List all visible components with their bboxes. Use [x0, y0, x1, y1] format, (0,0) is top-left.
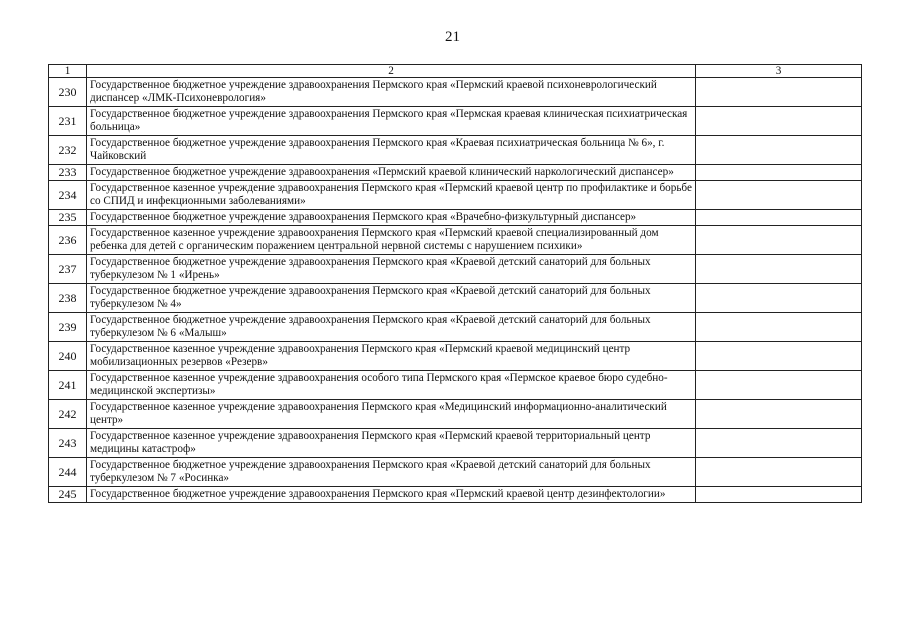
row-col3: [696, 181, 862, 210]
table-row: [49, 226, 862, 255]
table-header-row: [49, 65, 862, 78]
row-number: 236: [49, 226, 87, 255]
table-row: [49, 181, 862, 210]
row-number: 233: [49, 165, 87, 181]
institution-name: Государственное бюджетное учреждение здравоохранения Пермского края «Краевая психиатрическая больница № 6», г. Чайковский: [87, 136, 696, 165]
row-number: 240: [49, 342, 87, 371]
institution-name: Государственное бюджетное учреждение здравоохранения Пермского края «Пермский краевой психоневрологический диспансер «ЛМК-Психоневрология»: [87, 78, 696, 107]
row-number: 232: [49, 136, 87, 165]
row-col3: [696, 487, 862, 503]
row-number: 245: [49, 487, 87, 503]
table-row: [49, 78, 862, 107]
row-col3: [696, 458, 862, 487]
header-col-3: 3: [696, 65, 862, 78]
table-row: [49, 284, 862, 313]
row-col3: [696, 255, 862, 284]
row-number: 242: [49, 400, 87, 429]
institution-name: Государственное бюджетное учреждение здравоохранения Пермского края «Краевой детский санаторий для больных туберкулезом № 6 «Малыш»: [87, 313, 696, 342]
row-number: 243: [49, 429, 87, 458]
row-col3: [696, 284, 862, 313]
institution-name: Государственное бюджетное учреждение здравоохранения Пермского края «Краевой детский санаторий для больных туберкулезом № 7 «Росинка»: [87, 458, 696, 487]
institution-name: Государственное казенное учреждение здравоохранения Пермского края «Пермский краевой центр по профилактике и борьбе со СПИД и инфекционными заболеваниями»: [87, 181, 696, 210]
table-row: [49, 136, 862, 165]
institution-name: Государственное бюджетное учреждение здравоохранения Пермского края «Краевой детский санаторий для больных туберкулезом № 4»: [87, 284, 696, 313]
table-row: [49, 487, 862, 503]
row-number: 237: [49, 255, 87, 284]
row-col3: [696, 342, 862, 371]
institution-name: Государственное казенное учреждение здравоохранения Пермского края «Медицинский информационно-аналитический центр»: [87, 400, 696, 429]
institution-name: Государственное бюджетное учреждение здравоохранения Пермского края «Пермский краевой центр дезинфектологии»: [87, 487, 696, 503]
header-col-2: 2: [87, 65, 696, 78]
row-number: 234: [49, 181, 87, 210]
table-row: [49, 255, 862, 284]
row-number: 230: [49, 78, 87, 107]
row-col3: [696, 400, 862, 429]
row-col3: [696, 313, 862, 342]
institution-name: Государственное казенное учреждение здравоохранения Пермского края «Пермский краевой медицинский центр мобилизационных резервов «Резерв»: [87, 342, 696, 371]
row-number: 241: [49, 371, 87, 400]
row-number: 238: [49, 284, 87, 313]
table-row: [49, 458, 862, 487]
institution-name: Государственное казенное учреждение здравоохранения особого типа Пермского края «Пермское краевое бюро судебно-медицинской экспертизы»: [87, 371, 696, 400]
row-col3: [696, 226, 862, 255]
row-col3: [696, 210, 862, 226]
row-col3: [696, 107, 862, 136]
row-number: 244: [49, 458, 87, 487]
institutions-table: [48, 64, 862, 503]
row-col3: [696, 371, 862, 400]
row-number: 239: [49, 313, 87, 342]
table-row: [49, 429, 862, 458]
row-col3: [696, 429, 862, 458]
table-row: [49, 107, 862, 136]
header-col-1: 1: [49, 65, 87, 78]
institution-name: Государственное бюджетное учреждение здравоохранения Пермского края «Краевой детский санаторий для больных туберкулезом № 1 «Ирень»: [87, 255, 696, 284]
institution-name: Государственное бюджетное учреждение здравоохранения Пермского края «Врачебно-физкультурный диспансер»: [87, 210, 696, 226]
institution-name: Государственное казенное учреждение здравоохранения Пермского края «Пермский краевой специализированный дом ребенка для детей с органическим поражением центральной нервной системы с нарушением психики»: [87, 226, 696, 255]
page-number: 21: [445, 29, 460, 45]
row-col3: [696, 78, 862, 107]
table-row: [49, 342, 862, 371]
table-row: [49, 400, 862, 429]
institution-name: Государственное бюджетное учреждение здравоохранения «Пермский краевой клинический наркологический диспансер»: [87, 165, 696, 181]
table-row: [49, 371, 862, 400]
table-row: [49, 165, 862, 181]
table-body: [49, 78, 862, 503]
institution-name: Государственное казенное учреждение здравоохранения Пермского края «Пермский краевой территориальный центр медицины катастроф»: [87, 429, 696, 458]
row-col3: [696, 165, 862, 181]
row-number: 235: [49, 210, 87, 226]
institution-name: Государственное бюджетное учреждение здравоохранения Пермского края «Пермская краевая клиническая психиатрическая больница»: [87, 107, 696, 136]
row-col3: [696, 136, 862, 165]
table-row: [49, 210, 862, 226]
row-number: 231: [49, 107, 87, 136]
table-row: [49, 313, 862, 342]
